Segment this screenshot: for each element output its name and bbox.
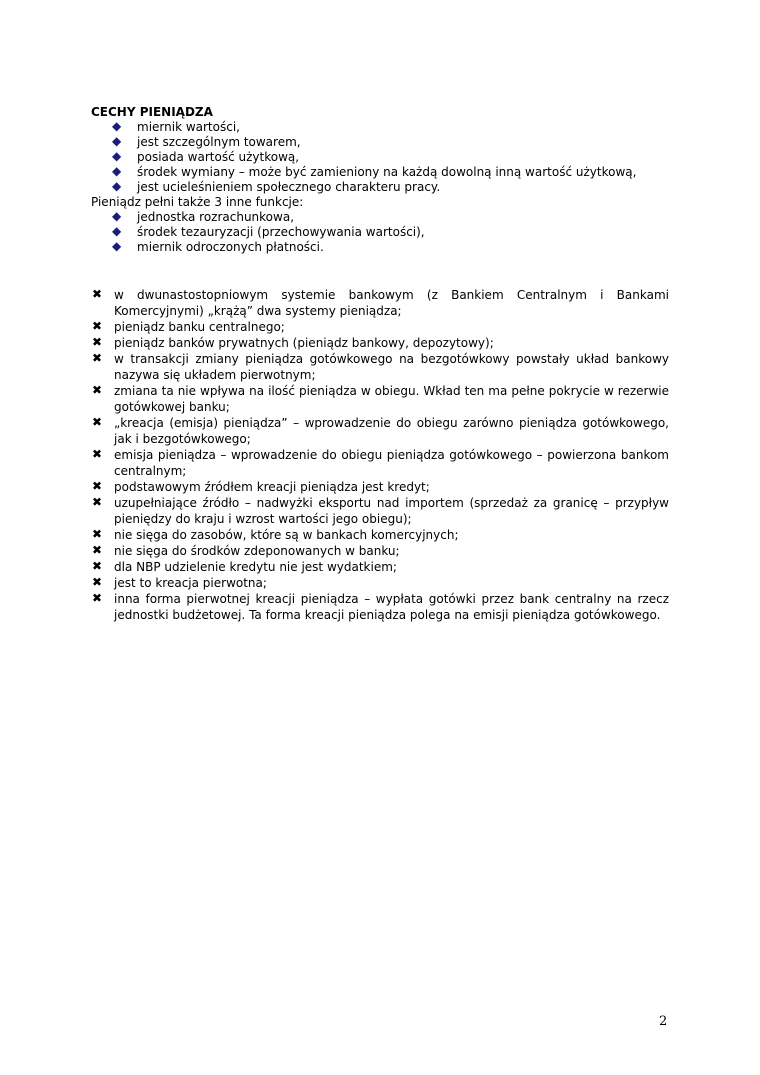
functions-intro: Pieniądz pełni także 3 inne funkcje: <box>91 195 304 209</box>
section-heading: CECHY PIENIĄDZA <box>91 105 213 119</box>
diamond-bullet-icon: ◆ <box>112 209 122 223</box>
cross-bullet-icon: ✖ <box>92 415 103 429</box>
list-item: ✖ pieniądz banków prywatnych (pieniądz bankowy, depozytowy); <box>92 335 494 350</box>
list-item: ◆ środek wymiany – może być zamieniony na każdą dowolną inną wartość użytkową, <box>112 164 637 179</box>
cross-bullet-icon: ✖ <box>92 543 103 557</box>
list-item: ◆ jest szczególnym towarem, <box>112 134 301 149</box>
cross-bullet-icon: ✖ <box>92 447 103 461</box>
list-item: ◆ miernik wartości, <box>112 119 240 134</box>
diamond-bullet-icon: ◆ <box>112 119 122 133</box>
functions-list <box>112 210 425 255</box>
cross-bullet-icon: ✖ <box>92 287 103 301</box>
list-item: ◆ jednostka rozrachunkowa, <box>112 209 295 224</box>
diamond-bullet-icon: ◆ <box>112 224 122 238</box>
cross-bullet-icon: ✖ <box>92 575 103 589</box>
list-item: ✖ jest to kreacja pierwotna; <box>92 575 267 590</box>
cross-bullet-icon: ✖ <box>92 351 103 365</box>
cross-bullet-icon: ✖ <box>92 335 103 349</box>
list-item: ✖ w dwunastostopniowym systemie bankowym (z Bankiem Centralnym i Bankami Komercyjnymi) „krążą” dwa systemy pieniądza; <box>92 287 669 318</box>
cross-bullet-icon: ✖ <box>92 591 103 605</box>
list-item: ◆ jest ucieleśnieniem społecznego charakteru pracy. <box>112 179 441 194</box>
list-item: ◆ środek tezauryzacji (przechowywania wartości), <box>112 224 425 239</box>
list-item: ✖ w transakcji zmiany pieniądza gotówkowego na bezgotówkowy powstały układ bankowy nazywa się układem pierwotnym; <box>92 351 669 382</box>
list-item: ✖ „kreacja (emisja) pieniądza” – wprowadzenie do obiegu zarówno pieniądza gotówkowego, jak i bezgotówkowego; <box>92 415 669 446</box>
diamond-bullet-icon: ◆ <box>112 149 122 163</box>
diamond-bullet-icon: ◆ <box>112 179 122 193</box>
diamond-bullet-icon: ◆ <box>112 164 122 178</box>
diamond-bullet-icon: ◆ <box>112 134 122 148</box>
list-item: ◆ miernik odroczonych płatności. <box>112 239 324 254</box>
cross-bullet-icon: ✖ <box>92 495 103 509</box>
features-list <box>112 120 636 195</box>
list-item: ✖ emisja pieniądza – wprowadzenie do obiegu pieniądza gotówkowego – powierzona bankom centralnym; <box>92 447 669 478</box>
list-item: ✖ inna forma pierwotnej kreacji pieniądza – wypłata gotówki przez bank centralny na rzecz jednostki budżetowej. Ta forma kreacji pieniądza polega na emisji pieniądza gotówkowego. <box>92 591 669 622</box>
cross-bullet-icon: ✖ <box>92 527 103 541</box>
list-item: ✖ nie sięga do środków zdeponowanych w banku; <box>92 543 400 558</box>
list-item: ✖ zmiana ta nie wpływa na ilość pieniądza w obiegu. Wkład ten ma pełne pokrycie w rezerwie gotówkowej banku; <box>92 383 669 414</box>
diamond-bullet-icon: ◆ <box>112 239 122 253</box>
list-item: ✖ podstawowym źródłem kreacji pieniądza jest kredyt; <box>92 479 430 494</box>
points-list <box>92 287 669 623</box>
list-item: ✖ uzupełniające źródło – nadwyżki eksportu nad importem (sprzedaż za granicę – przypływ pieniędzy do kraju i wzrost wartości jego obiegu); <box>92 495 669 526</box>
list-item: ✖ dla NBP udzielenie kredytu nie jest wydatkiem; <box>92 559 397 574</box>
page-number: 2 <box>659 1014 668 1029</box>
list-item: ◆ posiada wartość użytkową, <box>112 149 300 164</box>
cross-bullet-icon: ✖ <box>92 559 103 573</box>
cross-bullet-icon: ✖ <box>92 383 103 397</box>
cross-bullet-icon: ✖ <box>92 479 103 493</box>
list-item: ✖ pieniądz banku centralnego; <box>92 319 285 334</box>
cross-bullet-icon: ✖ <box>92 319 103 333</box>
list-item: ✖ nie sięga do zasobów, które są w bankach komercyjnych; <box>92 527 459 542</box>
